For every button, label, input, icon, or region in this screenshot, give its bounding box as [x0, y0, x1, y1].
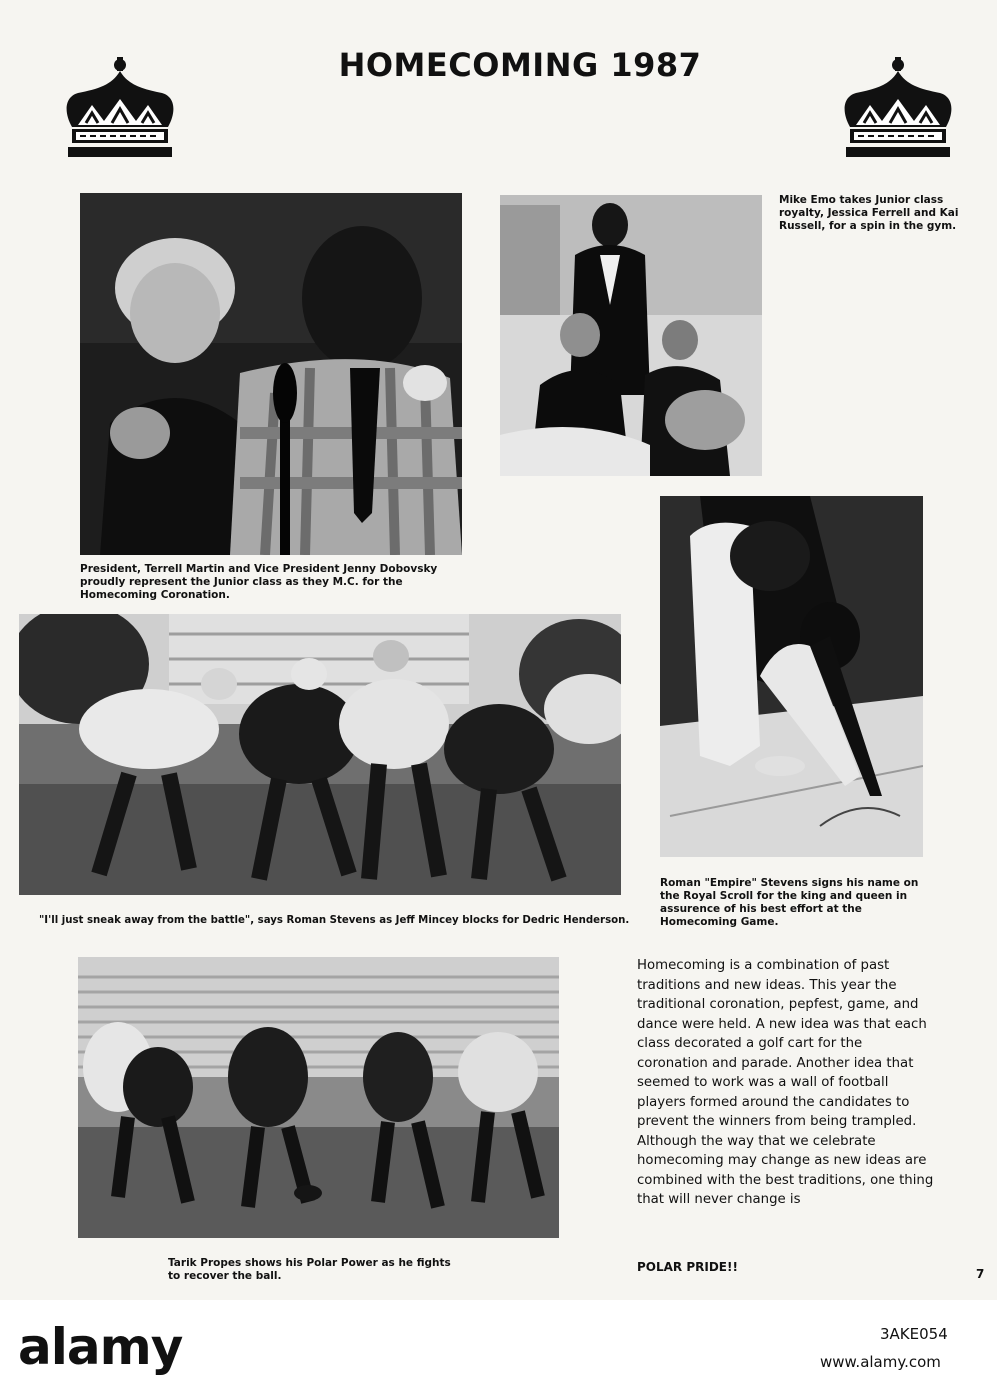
caption-scroll: Roman "Empire" Stevens signs his name on the Royal Scroll for the king and queen in assurence of his best effort at the Homecoming Game. — [660, 877, 919, 928]
caption-royalty: Mike Emo takes Junior class royalty, Jessica Ferrell and Kai Russell, for a spin in the gym. — [779, 194, 959, 232]
crown-icon — [836, 55, 961, 170]
caption-battle: "I'll just sneak away from the battle", says Roman Stevens as Jeff Mincey blocks for Dedric Henderson. — [39, 915, 630, 926]
caption-fumble: Tarik Propes shows his Polar Power as he fights to recover the ball. — [168, 1257, 451, 1282]
photo-fumble — [78, 957, 559, 1238]
photo-officers — [80, 193, 462, 555]
page-title: HOMECOMING 1987 — [338, 46, 702, 84]
brand-logo: alamy — [18, 1318, 183, 1376]
photo-scroll — [660, 496, 923, 857]
article-closing: POLAR PRIDE!! — [637, 1260, 738, 1274]
photo-royalty — [500, 195, 762, 476]
image-id-label: 3AKE054 — [880, 1325, 948, 1343]
article-body: Homecoming is a combination of past traditions and new ideas. This year the traditional coronation, pepfest, game, and dance were held. A new idea was that each class decorated a golf cart for the coronation and parade. Another idea that seemed to work was a wall of football players formed around the candidates to prevent the winners from being trampled. Although the way that we celebrate homecoming may change as new ideas are combined with the best traditions, one thing that will never change is — [637, 958, 934, 1207]
crown-icon — [58, 55, 183, 170]
photo-battle — [19, 614, 621, 895]
watermark-footer — [0, 1300, 997, 1390]
site-url-label: www.alamy.com — [820, 1353, 941, 1371]
caption-officers: President, Terrell Martin and Vice President Jenny Dobovsky proudly represent the Junior class as they M.C. for the Homecoming Coronation. — [80, 563, 438, 601]
page-number: 7 — [976, 1267, 985, 1281]
